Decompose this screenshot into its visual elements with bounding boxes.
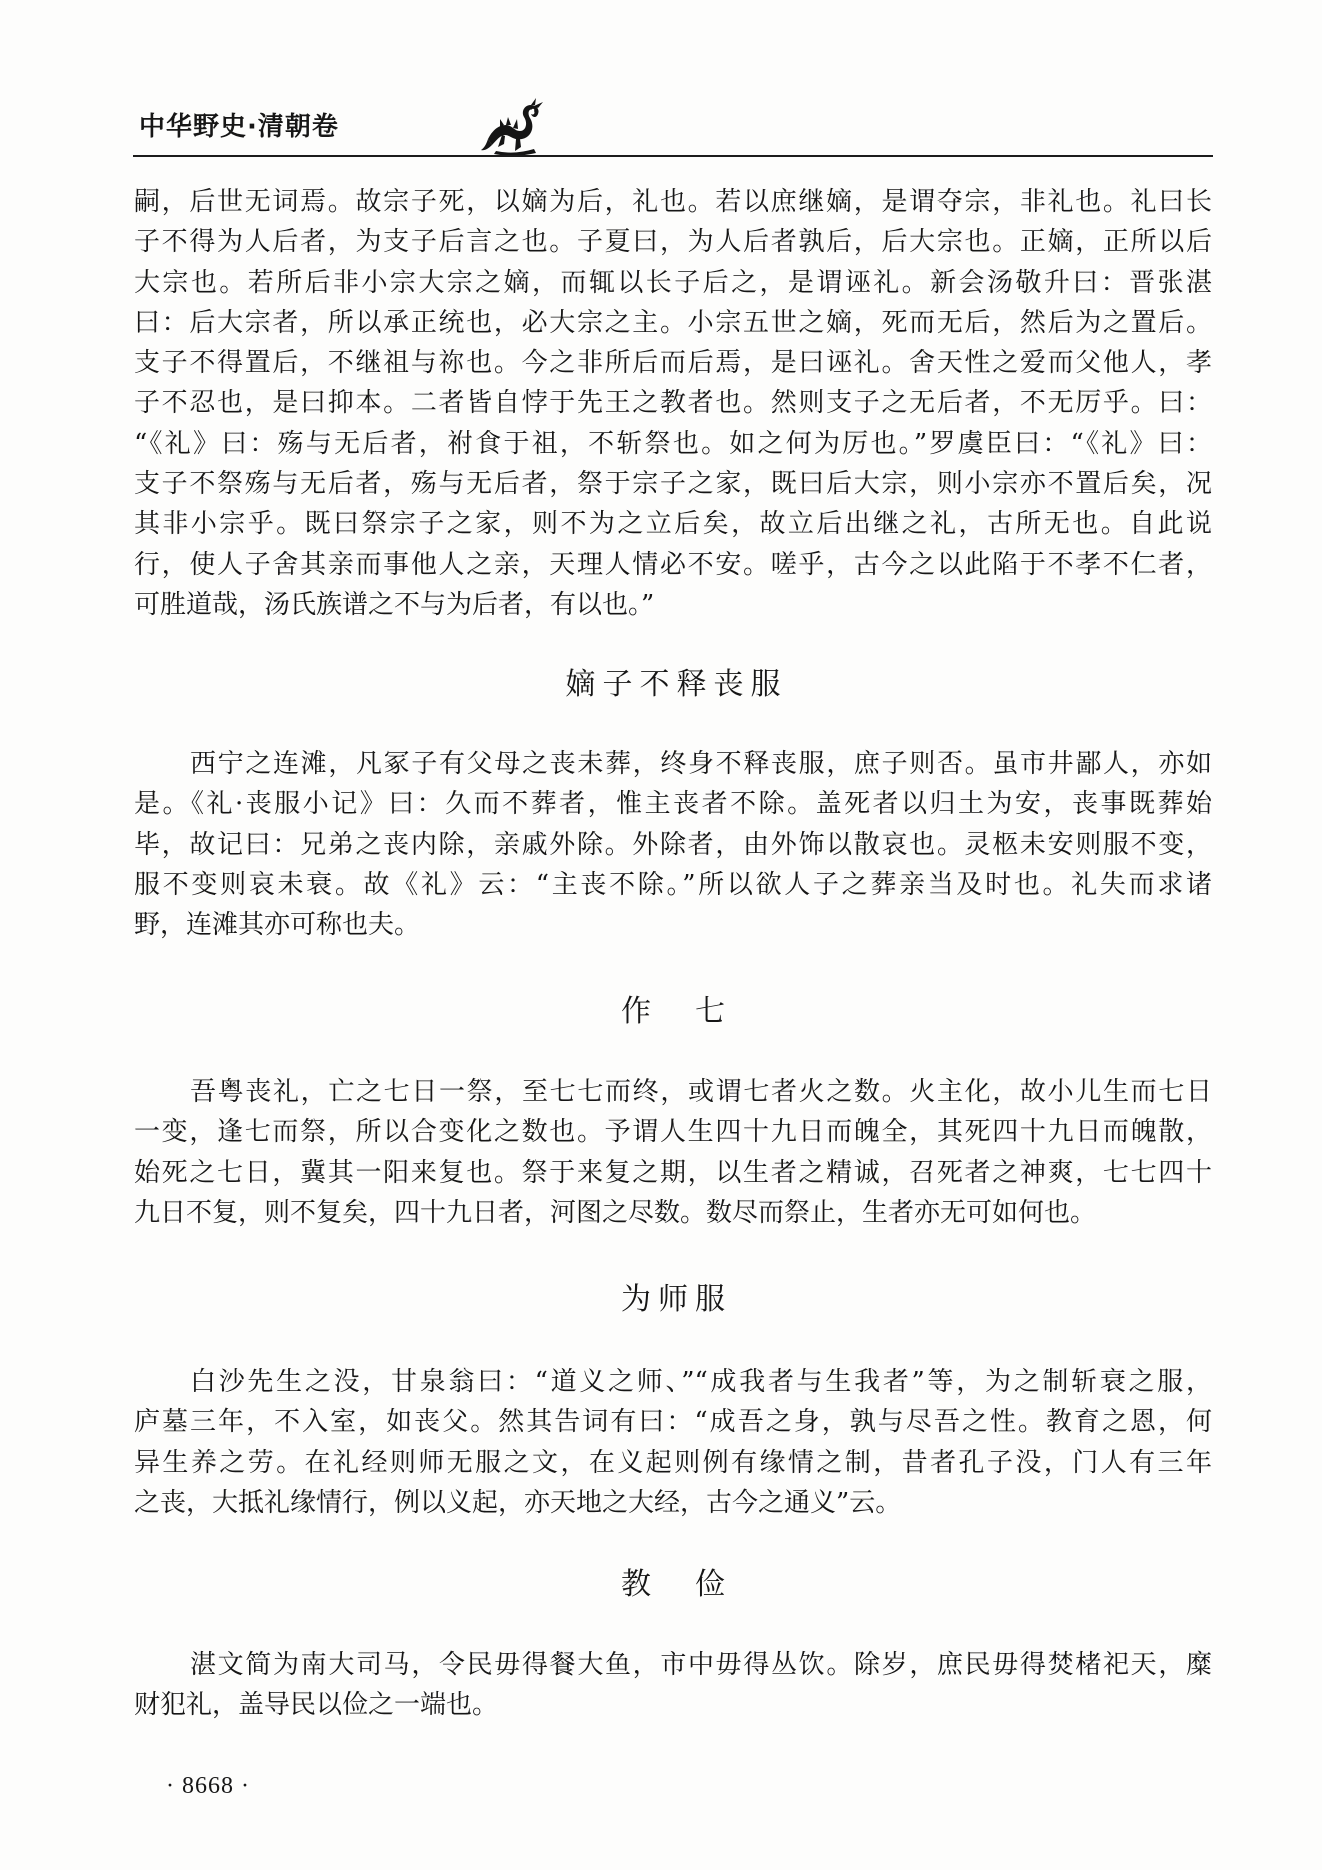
section-paragraph [134,744,1212,945]
text-line: 嗣，后世无词焉。故宗子死，以嫡为后，礼也。若以庶继嫡，是谓夺宗，非礼也。礼曰长 [134,187,1212,217]
text-line: 毕，故记曰：兄弟之丧内除，亲戚外除。外除者，由外饰以散哀也。灵柩未安则服不变， [134,829,1212,860]
text-line: 曰：后大宗者，所以承正统也，必大宗之主。小宗五世之嫡，死而无后，然后为之置后。 [134,307,1212,338]
section-paragraph [134,1362,1212,1523]
text-line: 一变，逢七而祭，所以合变化之数也。予谓人生四十九日而魄全，其死四十九日而魄散， [134,1117,1212,1148]
text-line: 庐墓三年，不入室，如丧父。然其告词有曰：“成吾之身，孰与尽吾之性。教育之恩，何 [134,1407,1212,1438]
text-line: 野，连滩其亦可称也夫。 [134,910,421,941]
section-heading: 作 七 [621,994,732,1029]
text-line: 子不得为人后者，为支子后言之也。子夏曰，为人后者孰后，后大宗也。正嫡，正所以后 [134,227,1212,258]
section-heading: 教 俭 [621,1567,732,1602]
running-header-title: 中华野史·清朝卷 [139,112,339,142]
text-line: 异生养之劳。在礼经则师无服之文，在义起则例有缘情之制，昔者孔子没，门人有三年 [134,1447,1212,1478]
text-line: 支子不得置后，不继祖与祢也。今之非所后而后焉，是曰诬礼。舍天性之爱而父他人，孝 [134,348,1212,379]
page-number: · 8668 · [166,1773,250,1799]
text-line: 九日不复，则不复矣，四十九日者，河图之尽数。数尽而祭止，生者亦无可如何也。 [134,1197,1097,1228]
section-paragraph [134,1072,1212,1233]
text-line: 其非小宗乎。既曰祭宗子之家，则不为之立后矣，故立后出继之礼，古所无也。自此说 [134,509,1212,540]
paragraph-continuation [134,182,1212,625]
text-line: 是。《礼·丧服小记》曰：久而不葬者，惟主丧者不除。盖死者以归土为安，丧事既葬始 [134,789,1212,820]
text-line: 支子不祭殇与无后者，殇与无后者，祭于宗子之家，既曰后大宗，则小宗亦不置后矣，况 [134,469,1212,500]
text-line: 吾粤丧礼，亡之七日一祭，至七七而终，或谓七者火之数。火主化，故小儿生而七日 [190,1077,1212,1107]
text-line: 服不变则哀未衰。故《礼》云：“主丧不除。”所以欲人子之葬亲当及时也。礼失而求诸 [134,869,1212,900]
text-line: 之丧，大抵礼缘情行，例以义起，亦天地之大经，古今之通义”云。 [134,1487,902,1518]
text-line: 财犯礼，盖导民以俭之一端也。 [134,1690,499,1721]
text-line: 西宁之连滩，凡冢子有父母之丧未葬，终身不释丧服，庶子则否。虽市井鄙人，亦如 [190,749,1212,779]
dragon-icon [478,95,550,157]
header-rule [133,155,1213,157]
text-line: 可胜道哉，汤氏族谱之不与为后者，有以也。” [134,589,655,620]
section-heading: 为师服 [621,1282,732,1317]
text-line: 白沙先生之没，甘泉翁曰：“道义之师、”“成我者与生我者”等，为之制斩衰之服， [190,1367,1212,1397]
section-paragraph [134,1645,1212,1726]
text-line: “《礼》曰：殇与无后者，祔食于祖，不斩祭也。如之何为厉也。”罗虞臣曰：“《礼》曰： [134,428,1212,459]
text-line: 始死之七日，冀其一阳来复也。祭于来复之期，以生者之精诚，召死者之神爽，七七四十 [134,1157,1212,1188]
section-heading: 嫡子不释丧服 [565,667,788,702]
text-line: 湛文简为南大司马，令民毋得餐大鱼，市中毋得丛饮。除岁，庶民毋得焚楮祀天，糜 [190,1650,1212,1680]
text-line: 大宗也。若所后非小宗大宗之嫡，而辄以长子后之，是谓诬礼。新会汤敬升曰：晋张湛 [134,267,1212,298]
text-line: 子不忍也，是曰抑本。二者皆自悖于先王之教者也。然则支子之无后者，不无厉乎。曰： [134,388,1212,419]
text-line: 行，使人子舍其亲而事他人之亲，天理人情必不安。嗟乎，古今之以此陷于不孝不仁者， [134,549,1212,580]
